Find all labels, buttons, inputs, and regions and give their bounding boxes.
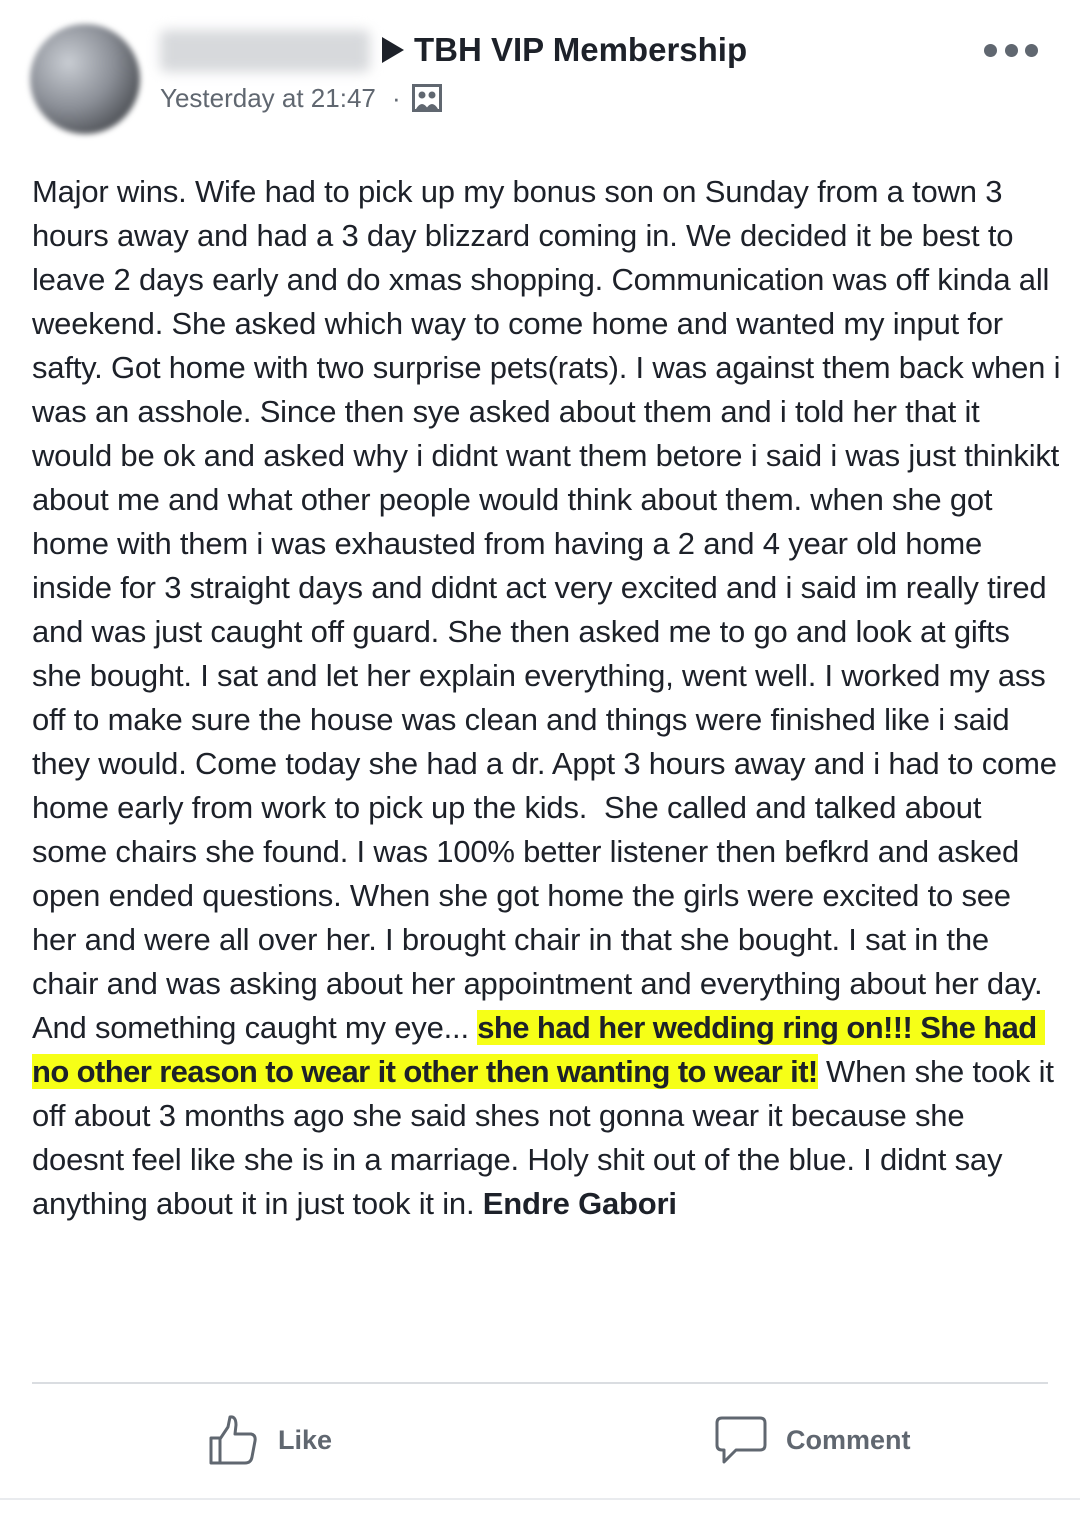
tagged-person-link[interactable]: Endre Gabori (482, 1186, 677, 1221)
action-bar (0, 1384, 1080, 1494)
comment-button[interactable] (714, 1412, 911, 1468)
post-header (0, 0, 1080, 140)
post-text-part: Major wins. Wife had to pick up my bonus son on Sunday from a town 3 hours away and had a 3 day blizzard coming in. We decided it be best to leave 2 days early and do xmas shopping. Communication was off kinda all weekend. She asked which way to come home and wanted my input for safty. Got home with two surprise pets(rats). I was against them back when i was an asshole. Since then sye asked about them and i told her that it would be ok and asked why i didnt want them betore i said i was just thinkikt about me and what other people would think about them. when she got home with them i was exhausted from having a 2 and 4 year old home inside for 3 straight days and didnt act very excited and i said im really tired and was just caught off guard. She then asked me to go and look at gifts she bought. I sat and let her explain everything, went well. I worked my ass off to make sure the house was clean and things were finished like i said they would. Come today she had a dr. Appt 3 hours away and i had to come home early from work to pick up the kids. She called and talked about some chairs she found. I was 100% better listener then befkrd and asked open ended questions. When she got home the girls were excited to see her and were all over her. I brought chair in that she bought. I sat in the chair and was asking about her appointment and everything about her day. And something caught my eye... (32, 174, 1069, 1045)
like-button[interactable] (206, 1412, 332, 1468)
thumbs-up-icon (206, 1413, 260, 1467)
post-timestamp[interactable]: Yesterday at 21:47 (160, 83, 376, 113)
post-text-part: When she took it off about 3 months ago she said shes not gonna wear it because she doesnt feel like she is in a marriage. Holy shit out of the blue. I didnt say anything about it in just took it in. (32, 1054, 1063, 1221)
group-icon (412, 84, 442, 112)
timestamp-separator: · (392, 83, 401, 113)
author-avatar[interactable] (30, 24, 140, 134)
group-name-link[interactable]: TBH VIP Membership (414, 31, 748, 68)
bottom-divider (0, 1498, 1080, 1500)
like-label: Like (278, 1424, 333, 1455)
shared-to-arrow-icon (382, 37, 404, 63)
more-dot (1025, 44, 1038, 57)
more-dot (984, 44, 997, 57)
post-text (32, 170, 1069, 1226)
speech-bubble-icon (714, 1413, 768, 1467)
more-dot (1005, 44, 1018, 57)
author-name-blurred[interactable] (160, 30, 370, 72)
more-options-icon[interactable] (984, 40, 1038, 60)
comment-label: Comment (786, 1424, 911, 1455)
highlighted-text: she had her wedding ring on!!! She had no other reason to wear it other then wanting to wear it! (32, 1010, 1045, 1089)
